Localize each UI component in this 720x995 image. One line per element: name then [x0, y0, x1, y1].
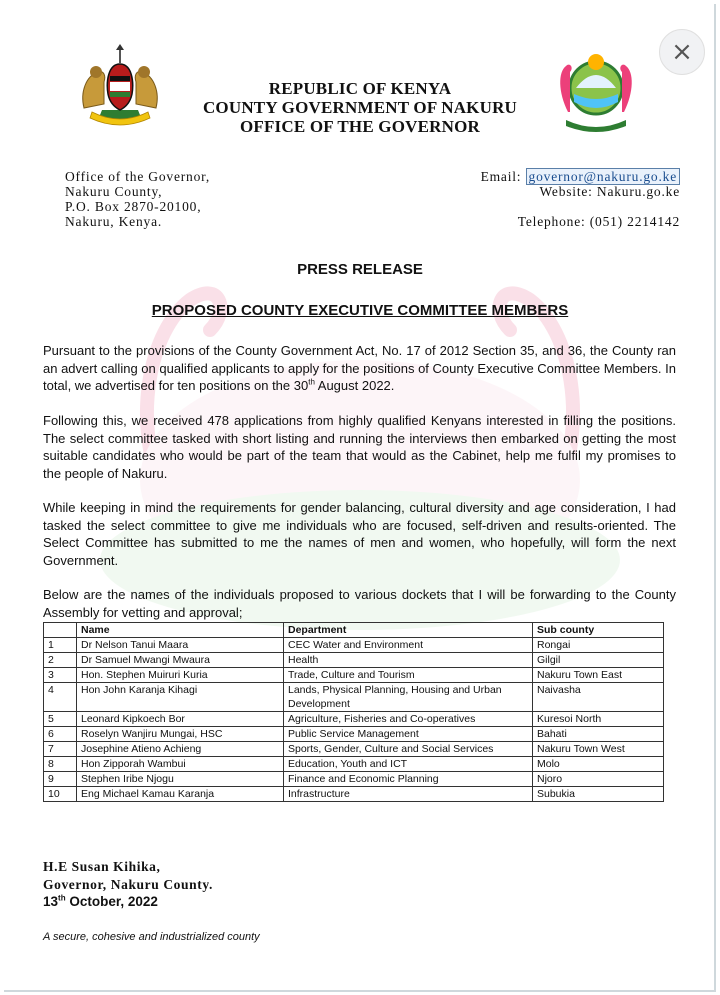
county-motto: A secure, cohesive and industrialized county: [43, 931, 260, 943]
address-line: Nakuru County,: [65, 184, 163, 199]
department-cell: Lands, Physical Planning, Housing and Urban Development: [284, 683, 533, 712]
nakuru-county-logo-icon: [548, 42, 644, 138]
table-row: [44, 727, 664, 742]
name-cell: Hon. Stephen Muiruri Kuria: [77, 668, 284, 683]
paragraph-2: Following this, we received 478 applications from highly qualified Kenyans interested in filling the positions. The select committee tasked with short listing and running the interviews then embarked on getting the most suitable candidates who would be part of the team that would as the Cabinet, help me fulfil my promises to the people of Nakuru.: [43, 413, 676, 481]
subcounty-cell: Kuresoi North: [533, 712, 664, 727]
row-number-cell: 7: [44, 742, 77, 757]
header-cell: [44, 623, 77, 638]
department-cell: Trade, Culture and Tourism: [284, 668, 533, 683]
row-number-cell: 6: [44, 727, 77, 742]
cec-members-table: [43, 622, 664, 802]
table-row: [44, 712, 664, 727]
name-cell: Hon John Karanja Kihagi: [77, 683, 284, 712]
subcounty-cell: Bahati: [533, 727, 664, 742]
subcounty-cell: Molo: [533, 757, 664, 772]
signatory-title: Governor, Nakuru County.: [43, 877, 213, 892]
row-number-cell: 5: [44, 712, 77, 727]
table-row: [44, 787, 664, 802]
name-cell: Stephen Iribe Njogu: [77, 772, 284, 787]
name-cell: Eng Michael Kamau Karanja: [77, 787, 284, 802]
table-row: [44, 742, 664, 757]
paragraph-3: While keeping in mind the requirements for gender balancing, cultural diversity and age consideration, I had tasked the select committee to give me individuals who are focused, self-driven and results-oriented. The Select Committee has submitted to me the names of men and women, who hopefully, will form the next Government.: [43, 500, 676, 568]
address-line: Nakuru, Kenya.: [65, 214, 163, 229]
row-number-cell: 4: [44, 683, 77, 712]
subcounty-cell: Naivasha: [533, 683, 664, 712]
header-cell: Department: [284, 623, 533, 638]
row-number-cell: 2: [44, 653, 77, 668]
close-icon: ×: [671, 37, 693, 67]
row-number-cell: 3: [44, 668, 77, 683]
email-label: Email:: [480, 169, 522, 184]
table-row: [44, 757, 664, 772]
release-date: 13th October, 2022: [43, 893, 158, 909]
header-office: OFFICE OF THE GOVERNOR: [239, 117, 481, 136]
table-row: [44, 772, 664, 787]
subcounty-cell: Rongai: [533, 638, 664, 653]
kenya-coat-of-arms-icon: [70, 42, 170, 132]
address-block: [65, 169, 210, 229]
name-cell: Dr Nelson Tanui Maara: [77, 638, 284, 653]
paragraph-4: Below are the names of the individuals proposed to various dockets that I will be forwarding to the County Assembly for vetting and approval;: [43, 587, 676, 620]
table-row: [44, 683, 664, 712]
name-cell: Dr Samuel Mwangi Mwaura: [77, 653, 284, 668]
department-cell: CEC Water and Environment: [284, 638, 533, 653]
close-button[interactable]: [659, 29, 705, 75]
row-number-cell: 10: [44, 787, 77, 802]
department-cell: Agriculture, Fisheries and Co-operatives: [284, 712, 533, 727]
header-county-government: COUNTY GOVERNMENT OF NAKURU: [202, 98, 518, 117]
address-line: Office of the Governor,: [65, 169, 211, 184]
department-cell: Education, Youth and ICT: [284, 757, 533, 772]
contact-block: [481, 169, 680, 229]
paragraph-1: Pursuant to the provisions of the County Government Act, No. 17 of 2012 Section 35, and 36, the County ran an advert calling on qualified applicants to apply for the positions of County Executive Committee Members. In total, we advertised for ten positions on the 30th August 2022.: [43, 343, 677, 393]
table-header-row: [44, 623, 664, 638]
email-link[interactable]: governor@nakuru.go.ke: [526, 168, 680, 185]
address-line: P.O. Box 2870-20100,: [65, 199, 202, 214]
header-cell: Name: [77, 623, 284, 638]
name-cell: Roselyn Wanjiru Mungai, HSC: [77, 727, 284, 742]
header-cell: Sub county: [533, 623, 664, 638]
department-cell: Finance and Economic Planning: [284, 772, 533, 787]
name-cell: Josephine Atieno Achieng: [77, 742, 284, 757]
name-cell: Hon Zipporah Wambui: [77, 757, 284, 772]
name-cell: Leonard Kipkoech Bor: [77, 712, 284, 727]
table-row: [44, 653, 664, 668]
website-text: Website: Nakuru.go.ke: [539, 184, 680, 199]
signatory-name: H.E Susan Kihika,: [43, 859, 161, 874]
department-cell: Sports, Gender, Culture and Social Services: [284, 742, 533, 757]
press-release-title: PRESS RELEASE: [297, 261, 423, 278]
row-number-cell: 8: [44, 757, 77, 772]
page-frame: [4, 4, 716, 992]
table-row: [44, 668, 664, 683]
subcounty-cell: Gilgil: [533, 653, 664, 668]
department-cell: Health: [284, 653, 533, 668]
subcounty-cell: Nakuru Town West: [533, 742, 664, 757]
row-number-cell: 9: [44, 772, 77, 787]
department-cell: Infrastructure: [284, 787, 533, 802]
subcounty-cell: Njoro: [533, 772, 664, 787]
table-row: [44, 638, 664, 653]
subcounty-cell: Subukia: [533, 787, 664, 802]
header-republic: REPUBLIC OF KENYA: [268, 79, 452, 98]
document-heading: PROPOSED COUNTY EXECUTIVE COMMITTEE MEMBERS: [151, 302, 569, 319]
row-number-cell: 1: [44, 638, 77, 653]
telephone-text: Telephone: (051) 2214142: [517, 214, 680, 229]
subcounty-cell: Nakuru Town East: [533, 668, 664, 683]
department-cell: Public Service Management: [284, 727, 533, 742]
